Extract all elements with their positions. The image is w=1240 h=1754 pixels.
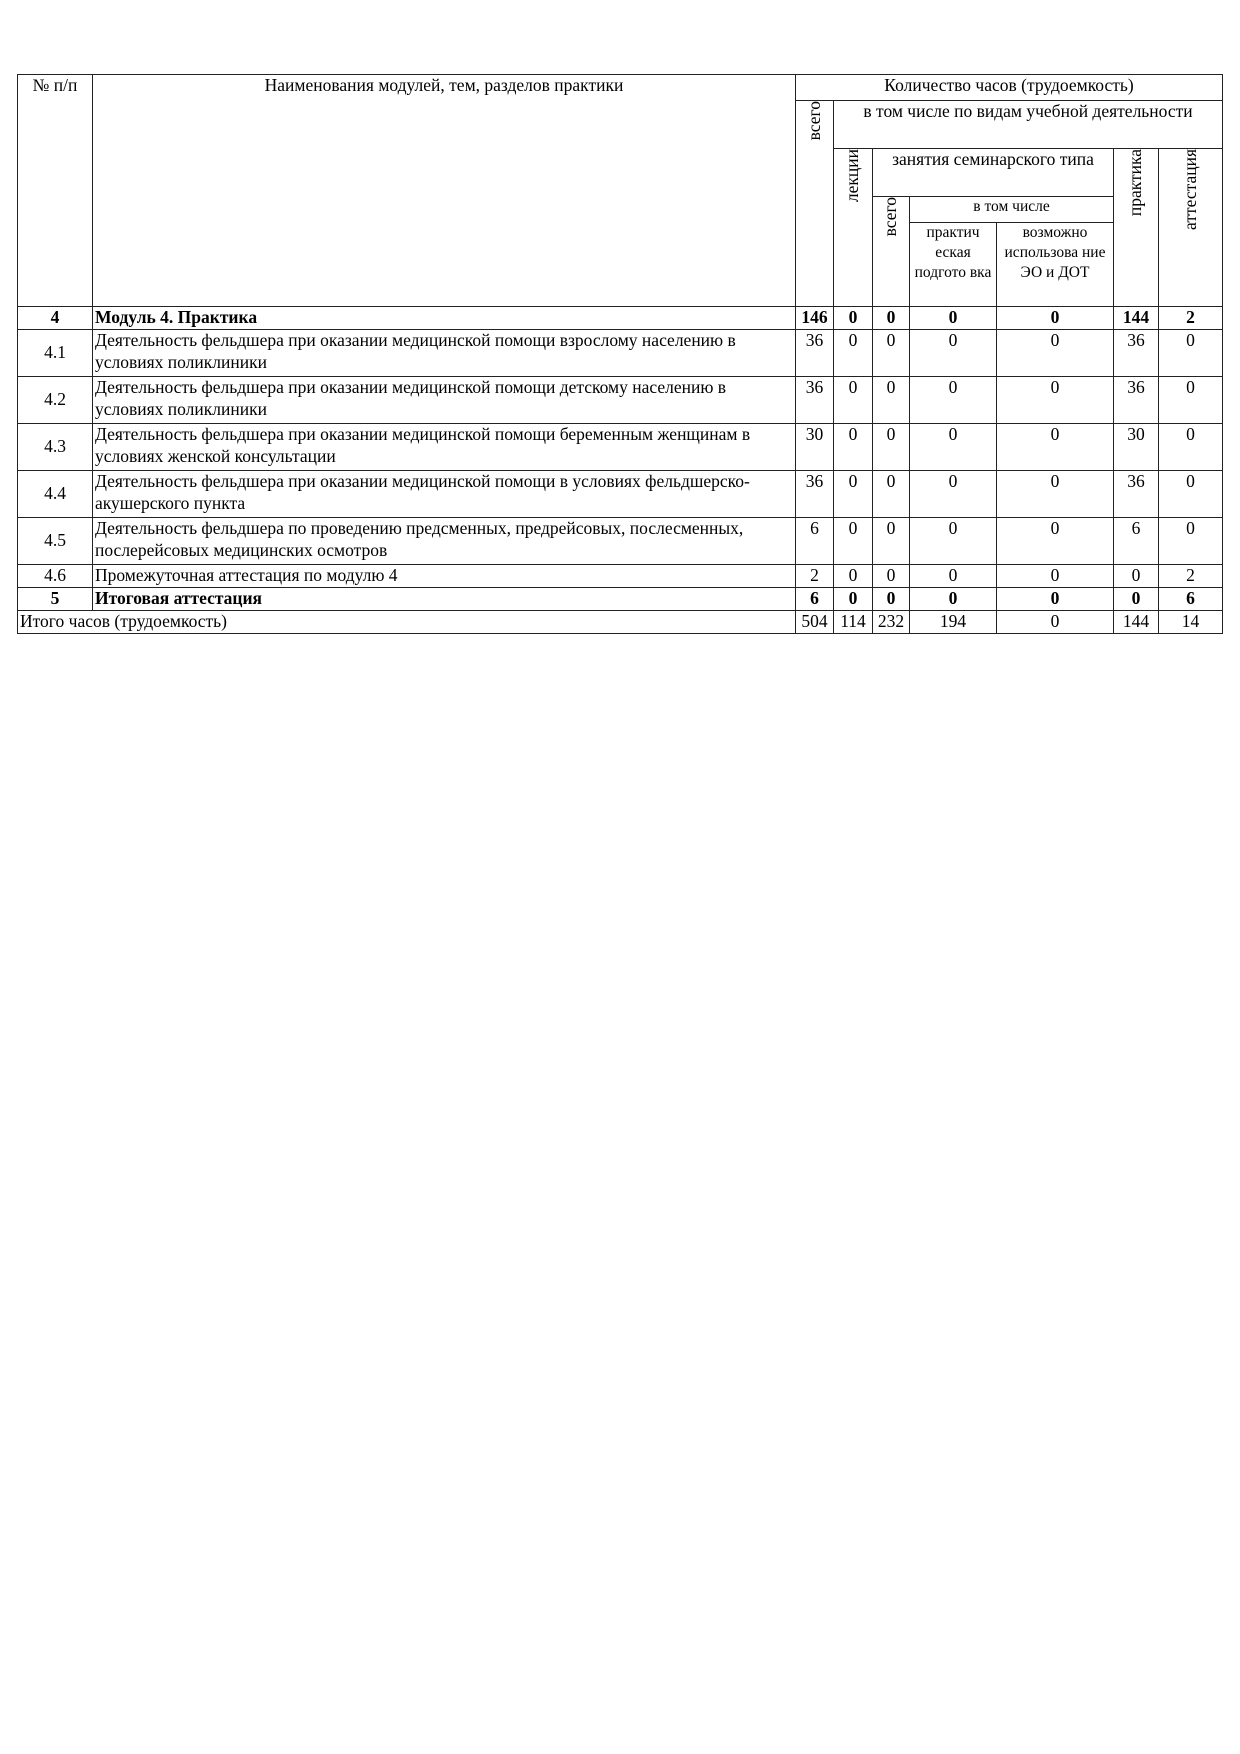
row-lectures: 0 [834,424,873,471]
header-name: Наименования модулей, тем, разделов практики [93,75,796,307]
header-including-group: в том числе [910,197,1114,223]
header-seminar-group: занятия семинарского типа [873,149,1114,197]
row-attestation: 2 [1159,307,1223,330]
row-lectures: 0 [834,377,873,424]
row-eo-dot: 0 [997,330,1114,377]
totals-row [18,611,1223,634]
row-num: 4.2 [18,377,93,424]
row-total: 36 [796,330,834,377]
row-practical: 0 [910,307,997,330]
row-eo-dot: 0 [997,588,1114,611]
table-row [18,565,1223,588]
row-practice: 36 [1114,330,1159,377]
row-name: Промежуточная аттестация по модулю 4 [93,565,796,588]
row-practice: 36 [1114,471,1159,518]
row-practice: 6 [1114,518,1159,565]
row-seminar-total: 0 [873,424,910,471]
totals-seminar-total: 232 [873,611,910,634]
row-num: 4.1 [18,330,93,377]
row-eo-dot: 0 [997,307,1114,330]
row-seminar-total: 0 [873,588,910,611]
row-practical: 0 [910,518,997,565]
row-lectures: 0 [834,471,873,518]
row-practice: 30 [1114,424,1159,471]
row-num: 4.6 [18,565,93,588]
row-total: 2 [796,565,834,588]
row-seminar-total: 0 [873,471,910,518]
row-practical: 0 [910,588,997,611]
header-total-label: всего [803,101,824,141]
row-total: 6 [796,518,834,565]
row-seminar-total: 0 [873,330,910,377]
table-row [18,330,1223,377]
header-practice [1114,149,1159,307]
totals-practical: 194 [910,611,997,634]
totals-attestation: 14 [1159,611,1223,634]
row-eo-dot: 0 [997,518,1114,565]
totals-lectures: 114 [834,611,873,634]
header-practical: практич еская подгото вка [910,223,997,307]
row-seminar-total: 0 [873,307,910,330]
totals-label: Итого часов (трудоемкость) [18,611,796,634]
row-total: 6 [796,588,834,611]
row-attestation: 0 [1159,471,1223,518]
row-lectures: 0 [834,565,873,588]
row-attestation: 6 [1159,588,1223,611]
totals-total: 504 [796,611,834,634]
table-row [18,588,1223,611]
row-total: 36 [796,471,834,518]
header-eo-dot: возможно использова ние ЭО и ДОТ [997,223,1114,307]
totals-practice: 144 [1114,611,1159,634]
row-name: Деятельность фельдшера по проведению предсменных, предрейсовых, послесменных, послерейсовых медицинских осмотров [93,518,796,565]
row-practical: 0 [910,424,997,471]
row-practice: 36 [1114,377,1159,424]
row-practical: 0 [910,330,997,377]
row-lectures: 0 [834,518,873,565]
row-total: 146 [796,307,834,330]
row-practice: 0 [1114,588,1159,611]
row-eo-dot: 0 [997,377,1114,424]
row-name: Деятельность фельдшера при оказании медицинской помощи взрослому населению в условиях поликлиники [93,330,796,377]
row-practice: 0 [1114,565,1159,588]
row-total: 36 [796,377,834,424]
row-seminar-total: 0 [873,565,910,588]
header-seminar-total [873,197,910,307]
row-attestation: 0 [1159,424,1223,471]
curriculum-table [17,74,1223,634]
row-name: Итоговая аттестация [93,588,796,611]
row-num: 4 [18,307,93,330]
row-eo-dot: 0 [997,424,1114,471]
header-num: № п/п [18,75,93,307]
row-num: 5 [18,588,93,611]
row-attestation: 2 [1159,565,1223,588]
row-eo-dot: 0 [997,565,1114,588]
row-practical: 0 [910,471,997,518]
header-attestation-label: аттестация [1179,149,1200,230]
table-row [18,471,1223,518]
row-attestation: 0 [1159,377,1223,424]
row-total: 30 [796,424,834,471]
row-num: 4.3 [18,424,93,471]
table-row [18,518,1223,565]
row-attestation: 0 [1159,518,1223,565]
header-lectures-label: лекции [842,149,863,203]
header-activities-group: в том числе по видам учебной деятельности [834,101,1223,149]
row-eo-dot: 0 [997,471,1114,518]
row-attestation: 0 [1159,330,1223,377]
row-num: 4.5 [18,518,93,565]
header-total [796,101,834,307]
row-lectures: 0 [834,307,873,330]
header-seminar-total-label: всего [880,197,901,237]
totals-eo-dot: 0 [997,611,1114,634]
header-practice-label: практика [1125,149,1146,217]
row-practice: 144 [1114,307,1159,330]
row-name: Деятельность фельдшера при оказании медицинской помощи беременным женщинам в условиях женской консультации [93,424,796,471]
table-row [18,424,1223,471]
row-seminar-total: 0 [873,377,910,424]
header-attestation [1159,149,1223,307]
row-practical: 0 [910,377,997,424]
table-body [18,307,1223,611]
header-lectures [834,149,873,307]
row-seminar-total: 0 [873,518,910,565]
table-row [18,307,1223,330]
row-name: Модуль 4. Практика [93,307,796,330]
row-name: Деятельность фельдшера при оказании медицинской помощи детскому населению в условиях поликлиники [93,377,796,424]
table-row [18,377,1223,424]
row-lectures: 0 [834,330,873,377]
row-name: Деятельность фельдшера при оказании медицинской помощи в условиях фельдшерско-акушерского пункта [93,471,796,518]
row-practical: 0 [910,565,997,588]
row-num: 4.4 [18,471,93,518]
row-lectures: 0 [834,588,873,611]
header-hours-group: Количество часов (трудоемкость) [796,75,1223,101]
